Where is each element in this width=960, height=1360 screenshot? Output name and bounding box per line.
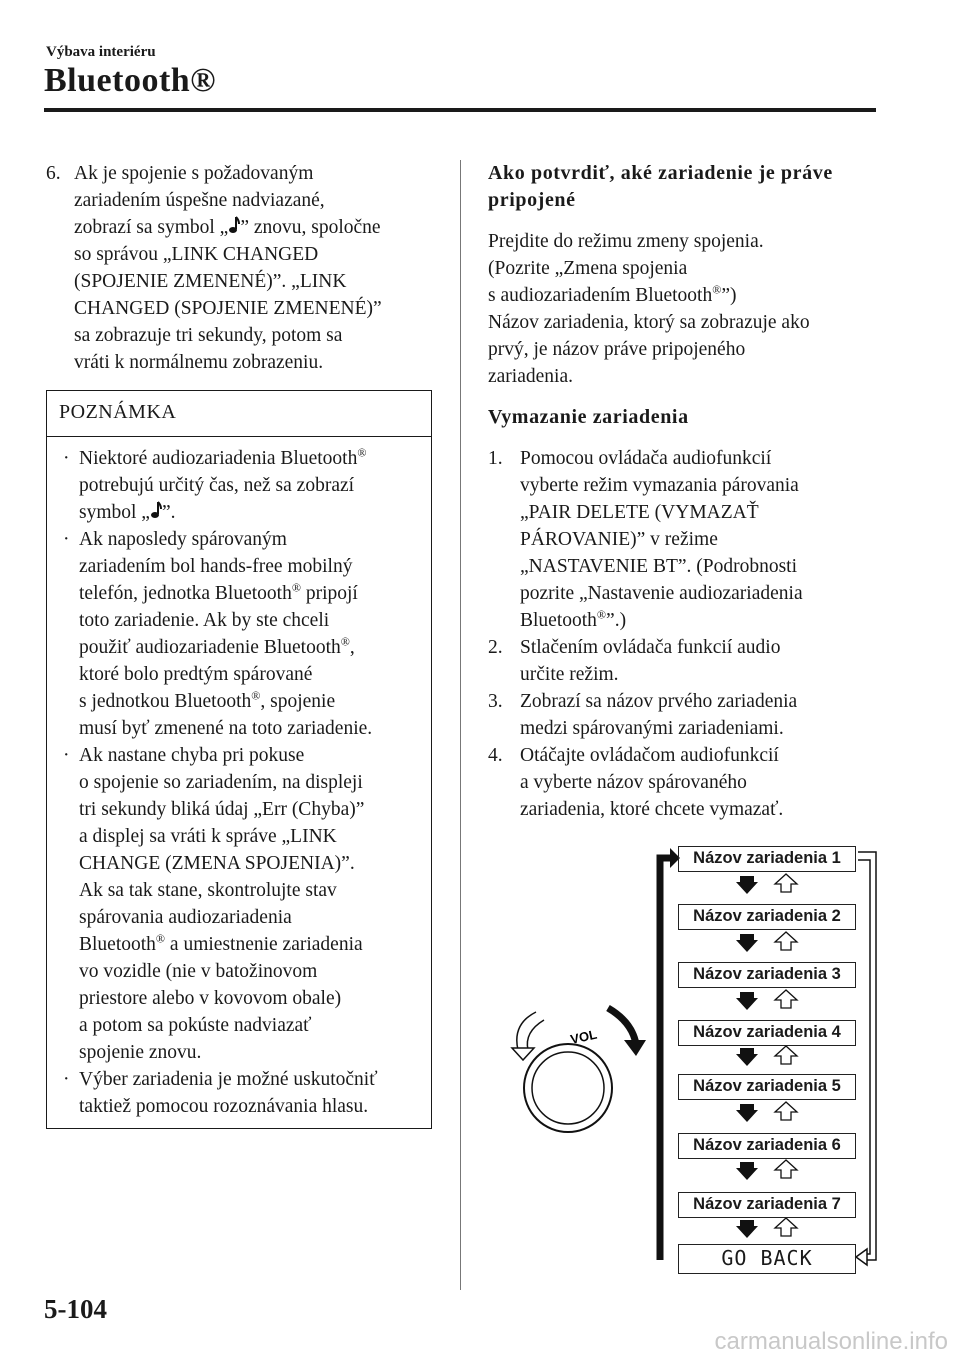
text-line: Ak je spojenie s požadovaným bbox=[74, 163, 314, 184]
text-line: CHANGED (SPOJENIE ZMENENÉ)” bbox=[74, 298, 382, 319]
section-heading: Vymazanie zariadenia bbox=[488, 406, 689, 428]
rotate-cw-arrow-icon bbox=[624, 1040, 646, 1056]
step-4 bbox=[488, 742, 878, 823]
step-number: 3. bbox=[488, 691, 503, 712]
down-arrow-icon bbox=[736, 1162, 758, 1180]
rotate-ccw-outline-inner bbox=[527, 1020, 544, 1050]
text-line: CHANGE (ZMENA SPOJENIA)”. bbox=[79, 853, 355, 874]
page-title: Bluetooth® bbox=[44, 62, 217, 99]
go-back-box: GO BACK bbox=[678, 1244, 856, 1274]
text-line: pozrite „Nastavenie audiozariadenia bbox=[520, 583, 803, 604]
text-line: Niektoré audiozariadenia Bluetooth® bbox=[79, 445, 367, 469]
text-line: vo vozidle (nie v batožinovom bbox=[79, 961, 318, 982]
note-bullet bbox=[59, 526, 421, 742]
text-line: symbol „ ”. bbox=[79, 502, 176, 523]
section-label: Výbava interiéru bbox=[46, 44, 156, 60]
step-6 bbox=[46, 160, 436, 376]
text-line: s audiozariadením Bluetooth®”) bbox=[488, 282, 737, 306]
text-line: zariadením úspešne nadviazané, bbox=[74, 190, 325, 211]
down-arrow-icon bbox=[736, 1104, 758, 1122]
step-1 bbox=[488, 445, 878, 634]
text-line: spojenie znovu. bbox=[79, 1042, 202, 1063]
text-line: zariadenia. bbox=[488, 366, 573, 387]
text-line: a vyberte názov spárovaného bbox=[520, 772, 747, 793]
text-line: Ak sa tak stane, skontrolujte stav bbox=[79, 880, 337, 901]
bullet-dot: · bbox=[63, 1069, 70, 1090]
down-arrow-icon bbox=[736, 876, 758, 894]
step-3 bbox=[488, 688, 878, 742]
watermark: carmanualsonline.info bbox=[714, 1328, 948, 1355]
note-bullet bbox=[59, 742, 421, 1066]
down-arrow-icon bbox=[736, 1220, 758, 1238]
text-line: vráti k normálnemu zobrazeniu. bbox=[74, 352, 324, 373]
text-line: a displej sa vráti k správe „LINK bbox=[79, 826, 337, 847]
page-number: 5-104 bbox=[44, 1294, 107, 1324]
text-line: Bluetooth®”.) bbox=[520, 607, 627, 631]
text-line: o spojenie so zariadením, na displeji bbox=[79, 772, 363, 793]
text-line: (SPOJENIE ZMENENÉ)”. „LINK bbox=[74, 271, 347, 292]
up-arrow-icon bbox=[775, 1218, 797, 1236]
text-line: a potom sa pokúste nadviazať bbox=[79, 1015, 312, 1036]
column-divider bbox=[460, 160, 461, 1290]
left-column bbox=[46, 160, 436, 1129]
text-line: Prejdite do režimu zmeny spojenia. bbox=[488, 231, 764, 252]
up-arrow-icon bbox=[775, 1102, 797, 1120]
vol-knob-inner bbox=[532, 1052, 604, 1124]
note-body bbox=[47, 437, 431, 1128]
down-arrow-icon bbox=[736, 992, 758, 1010]
step-number: 1. bbox=[488, 448, 503, 469]
device-name-box: Názov zariadenia 2 bbox=[678, 904, 856, 930]
text-line: „PAIR DELETE (VYMAZAŤ bbox=[520, 502, 759, 523]
device-name-box: Názov zariadenia 1 bbox=[678, 846, 856, 872]
rotate-ccw-arrow-icon bbox=[512, 1048, 534, 1060]
text-line: „NASTAVENIE BT”. (Podrobnosti bbox=[520, 556, 798, 577]
device-name-box: Názov zariadenia 7 bbox=[678, 1192, 856, 1218]
title-rule bbox=[44, 108, 876, 112]
text-line: taktiež pomocou rozoznávania hlasu. bbox=[79, 1096, 369, 1117]
right-column bbox=[488, 160, 878, 823]
up-arrow-icon bbox=[775, 1046, 797, 1064]
loop-bracket-outer bbox=[858, 852, 876, 1260]
bullet-dot: · bbox=[63, 745, 70, 766]
rotate-cw-arc bbox=[608, 1008, 636, 1044]
text-line: medzi spárovanými zariadeniami. bbox=[520, 718, 784, 739]
down-arrow-icon bbox=[736, 1048, 758, 1066]
text-line: Zobrazí sa názov prvého zariadenia bbox=[520, 691, 798, 712]
text-line: určite režim. bbox=[520, 664, 619, 685]
text-line: Výber zariadenia je možné uskutočniť bbox=[79, 1069, 378, 1090]
step-number: 4. bbox=[488, 745, 503, 766]
text-line: zariadenia, ktoré chcete vymazať. bbox=[520, 799, 784, 820]
note-box bbox=[46, 390, 432, 1129]
text-line: tri sekundy bliká údaj „Err (Chyba)” bbox=[79, 799, 365, 820]
text-line: potrebujú určitý čas, než sa zobrazí bbox=[79, 475, 355, 496]
vol-label: VOL bbox=[568, 1026, 599, 1047]
text-line: telefón, jednotka Bluetooth® pripojí bbox=[79, 580, 358, 604]
section-heading: Ako potvrdiť, aké zariadenie je práve pripojené bbox=[488, 162, 833, 211]
rotate-ccw-outline bbox=[517, 1012, 536, 1050]
text-line: Názov zariadenia, ktorý sa zobrazuje ako bbox=[488, 312, 810, 333]
device-name-box: Názov zariadenia 4 bbox=[678, 1020, 856, 1046]
text-line: so správou „LINK CHANGED bbox=[74, 244, 319, 265]
up-arrow-icon bbox=[775, 932, 797, 950]
note-bullet bbox=[59, 445, 421, 526]
text-line: musí byť zmenené na toto zariadenie. bbox=[79, 718, 373, 739]
text-line: priestore alebo v kovovom obale) bbox=[79, 988, 342, 1009]
up-arrow-icon bbox=[775, 874, 797, 892]
down-arrow-icon bbox=[736, 934, 758, 952]
text-line: Stlačením ovládača funkcií audio bbox=[520, 637, 781, 658]
device-name-box: Názov zariadenia 6 bbox=[678, 1133, 856, 1159]
up-arrow-icon bbox=[775, 990, 797, 1008]
text-line: Bluetooth® a umiestnenie zariadenia bbox=[79, 931, 363, 955]
text-line: Ak naposledy spárovaným bbox=[79, 529, 287, 550]
text-line: PÁROVANIE)” v režime bbox=[520, 529, 718, 550]
text-line: zariadením bol hands-free mobilný bbox=[79, 556, 353, 577]
paragraph bbox=[488, 228, 878, 390]
text-line: spárovania audiozariadenia bbox=[79, 907, 292, 928]
device-list-diagram bbox=[500, 836, 900, 1286]
music-note-icon bbox=[228, 216, 240, 234]
text-line: prvý, je názov práve pripojeného bbox=[488, 339, 746, 360]
music-note-icon bbox=[150, 501, 162, 519]
step-number: 2. bbox=[488, 637, 503, 658]
bullet-dot: · bbox=[63, 448, 70, 469]
text-line: vyberte režim vymazania párovania bbox=[520, 475, 799, 496]
bracket-line bbox=[660, 858, 670, 1260]
step-2 bbox=[488, 634, 878, 688]
text-line: zobrazí sa symbol „ ” znovu, spoločne bbox=[74, 217, 381, 238]
text-line: Ak nastane chyba pri pokuse bbox=[79, 745, 305, 766]
note-title: POZNÁMKA bbox=[47, 391, 431, 437]
loop-bracket-inner bbox=[858, 860, 870, 1254]
text-line: Otáčajte ovládačom audiofunkcií bbox=[520, 745, 779, 766]
bullet-dot: · bbox=[63, 529, 70, 550]
device-name-box: Názov zariadenia 3 bbox=[678, 962, 856, 988]
text-line: sa zobrazuje tri sekundy, potom sa bbox=[74, 325, 343, 346]
text-line: (Pozrite „Zmena spojenia bbox=[488, 258, 688, 279]
text-line: použiť audiozariadenie Bluetooth®, bbox=[79, 634, 355, 658]
text-line: Pomocou ovládača audiofunkcií bbox=[520, 448, 772, 469]
text-line: s jednotkou Bluetooth®, spojenie bbox=[79, 688, 336, 712]
loop-arrow-icon bbox=[856, 1249, 867, 1265]
device-name-box: Názov zariadenia 5 bbox=[678, 1074, 856, 1100]
up-arrow-icon bbox=[775, 1160, 797, 1178]
note-bullet bbox=[59, 1066, 421, 1120]
step-number: 6. bbox=[46, 163, 61, 184]
text-line: toto zariadenie. Ak by ste chceli bbox=[79, 610, 330, 631]
text-line: ktoré bolo predtým spárované bbox=[79, 664, 313, 685]
